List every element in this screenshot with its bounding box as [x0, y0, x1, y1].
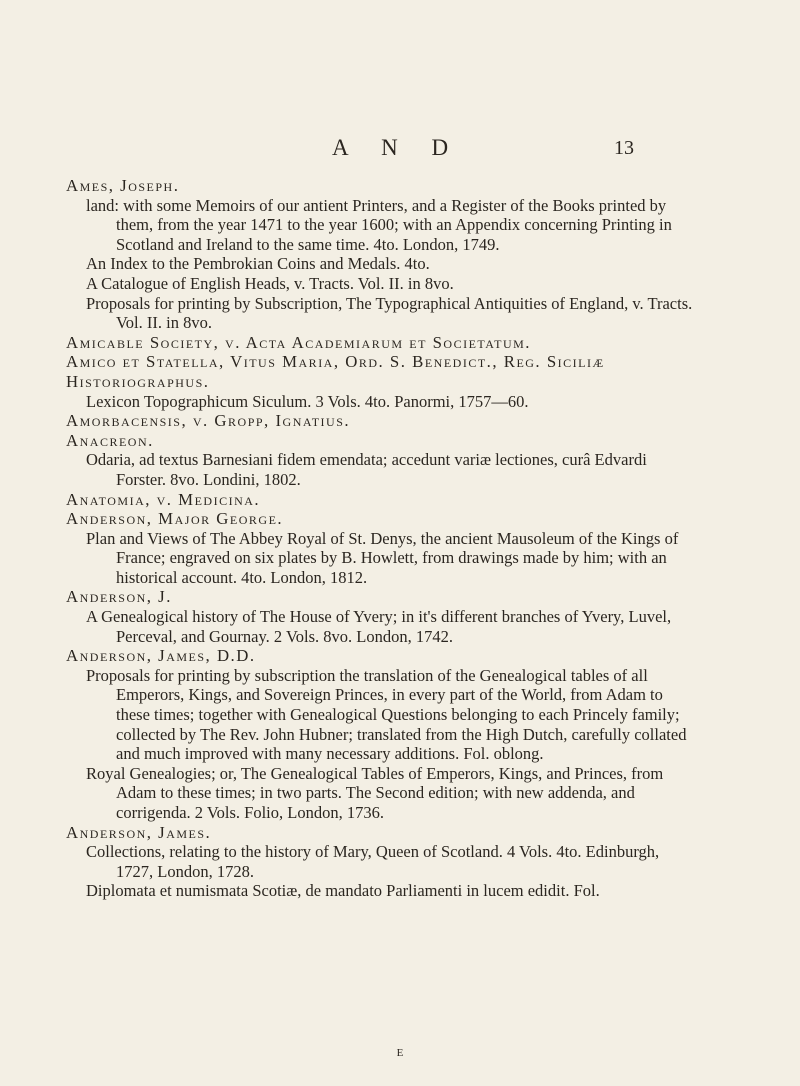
catalogue-entry: [66, 176, 694, 333]
entry-item: Plan and Views of The Abbey Royal of St. Denys, the ancient Mausoleum of the Kings of France; engraved on six plates by B. Howlett, from drawings made by him; with an historical account. 4to. London, 1812.: [86, 528, 679, 587]
entry-item: Collections, relating to the history of Mary, Queen of Scotland. 4 Vols. 4to. Edinburgh, 1727, London, 1728.: [86, 842, 660, 881]
catalogue-body: [66, 176, 694, 901]
catalogue-entry: [66, 352, 694, 411]
entry-heading: Anderson, J.: [66, 587, 172, 607]
catalogue-entry: [66, 646, 694, 822]
catalogue-entry: [66, 411, 694, 431]
entry-heading: Anderson, Major George.: [66, 509, 284, 529]
catalogue-entry: [66, 431, 694, 490]
entry-item: An Index to the Pembrokian Coins and Medals. 4to.: [86, 254, 430, 274]
entry-heading: Amico et Statella, Vitus Maria, Ord. S. Benedict., Reg. Siciliæ Historiographus.: [66, 352, 605, 391]
signature-mark: E: [396, 1047, 404, 1059]
running-title: A N D: [332, 135, 463, 160]
catalogue-entry: [66, 333, 694, 353]
entry-item: A Genealogical history of The House of Yvery; in it's different branches of Yvery, Luvel, Perceval, and Gournay. 2 Vols. 8vo. London, 1742.: [86, 607, 672, 646]
catalogue-entry: [66, 509, 694, 587]
entry-item: Proposals for printing by Subscription, The Typographical Antiquities of England, v. Tracts. Vol. II. in 8vo.: [86, 293, 693, 333]
entry-heading: Amorbacensis, v. Gropp, Ignatius.: [66, 411, 351, 431]
page-number: 13: [614, 137, 634, 159]
entry-item: land: with some Memoirs of our antient Printers, and a Register of the Books printed by them, from the year 1471 to the year 1600; with an Appendix concerning Printing in Scotland and Ireland to the same time. 4to. London, 1749.: [86, 195, 672, 254]
entry-heading: Anderson, James.: [66, 822, 212, 842]
entry-heading: Anacreon.: [66, 430, 154, 450]
catalogue-entry: [66, 490, 694, 510]
entry-item: Diplomata et numismata Scotiæ, de mandato Parliamenti in lucem edidit. Fol.: [86, 881, 600, 901]
entry-heading: Amicable Society, v. Acta Academiarum et Societatum.: [66, 332, 531, 352]
entry-heading: Anderson, James, D.D.: [66, 646, 256, 666]
catalogue-entry: [66, 587, 694, 646]
entry-item: Proposals for printing by subscription the translation of the Genealogical tables of all Emperors, Kings, and Sovereign Princes, in every part of the World, from Adam to these times; together with Genealogical Questions belonging to each Princely family; collected by The Rev. John Hubner; translated from the High Dutch, carefully collated and much improved with many necessary additions. Fol. oblong.: [86, 665, 687, 764]
entry-item: Lexicon Topographicum Siculum. 3 Vols. 4to. Panormi, 1757—60.: [86, 391, 529, 411]
entry-item: Royal Genealogies; or, The Genealogical Tables of Emperors, Kings, and Princes, from Adam to these times; in two parts. The Second edition; with new addenda, and corrigenda. 2 Vols. Folio, London, 1736.: [86, 763, 664, 822]
catalogue-entry: [66, 823, 694, 901]
entry-item: A Catalogue of English Heads, v. Tracts. Vol. II. in 8vo.: [86, 273, 454, 293]
entry-heading: Anatomia, v. Medicina.: [66, 489, 261, 509]
page-header: [0, 135, 800, 165]
entry-heading: Ames, Joseph.: [66, 176, 180, 195]
entry-item: Odaria, ad textus Barnesiani fidem emendata; accedunt variæ lectiones, curâ Edvardi Forster. 8vo. Londini, 1802.: [86, 450, 647, 489]
